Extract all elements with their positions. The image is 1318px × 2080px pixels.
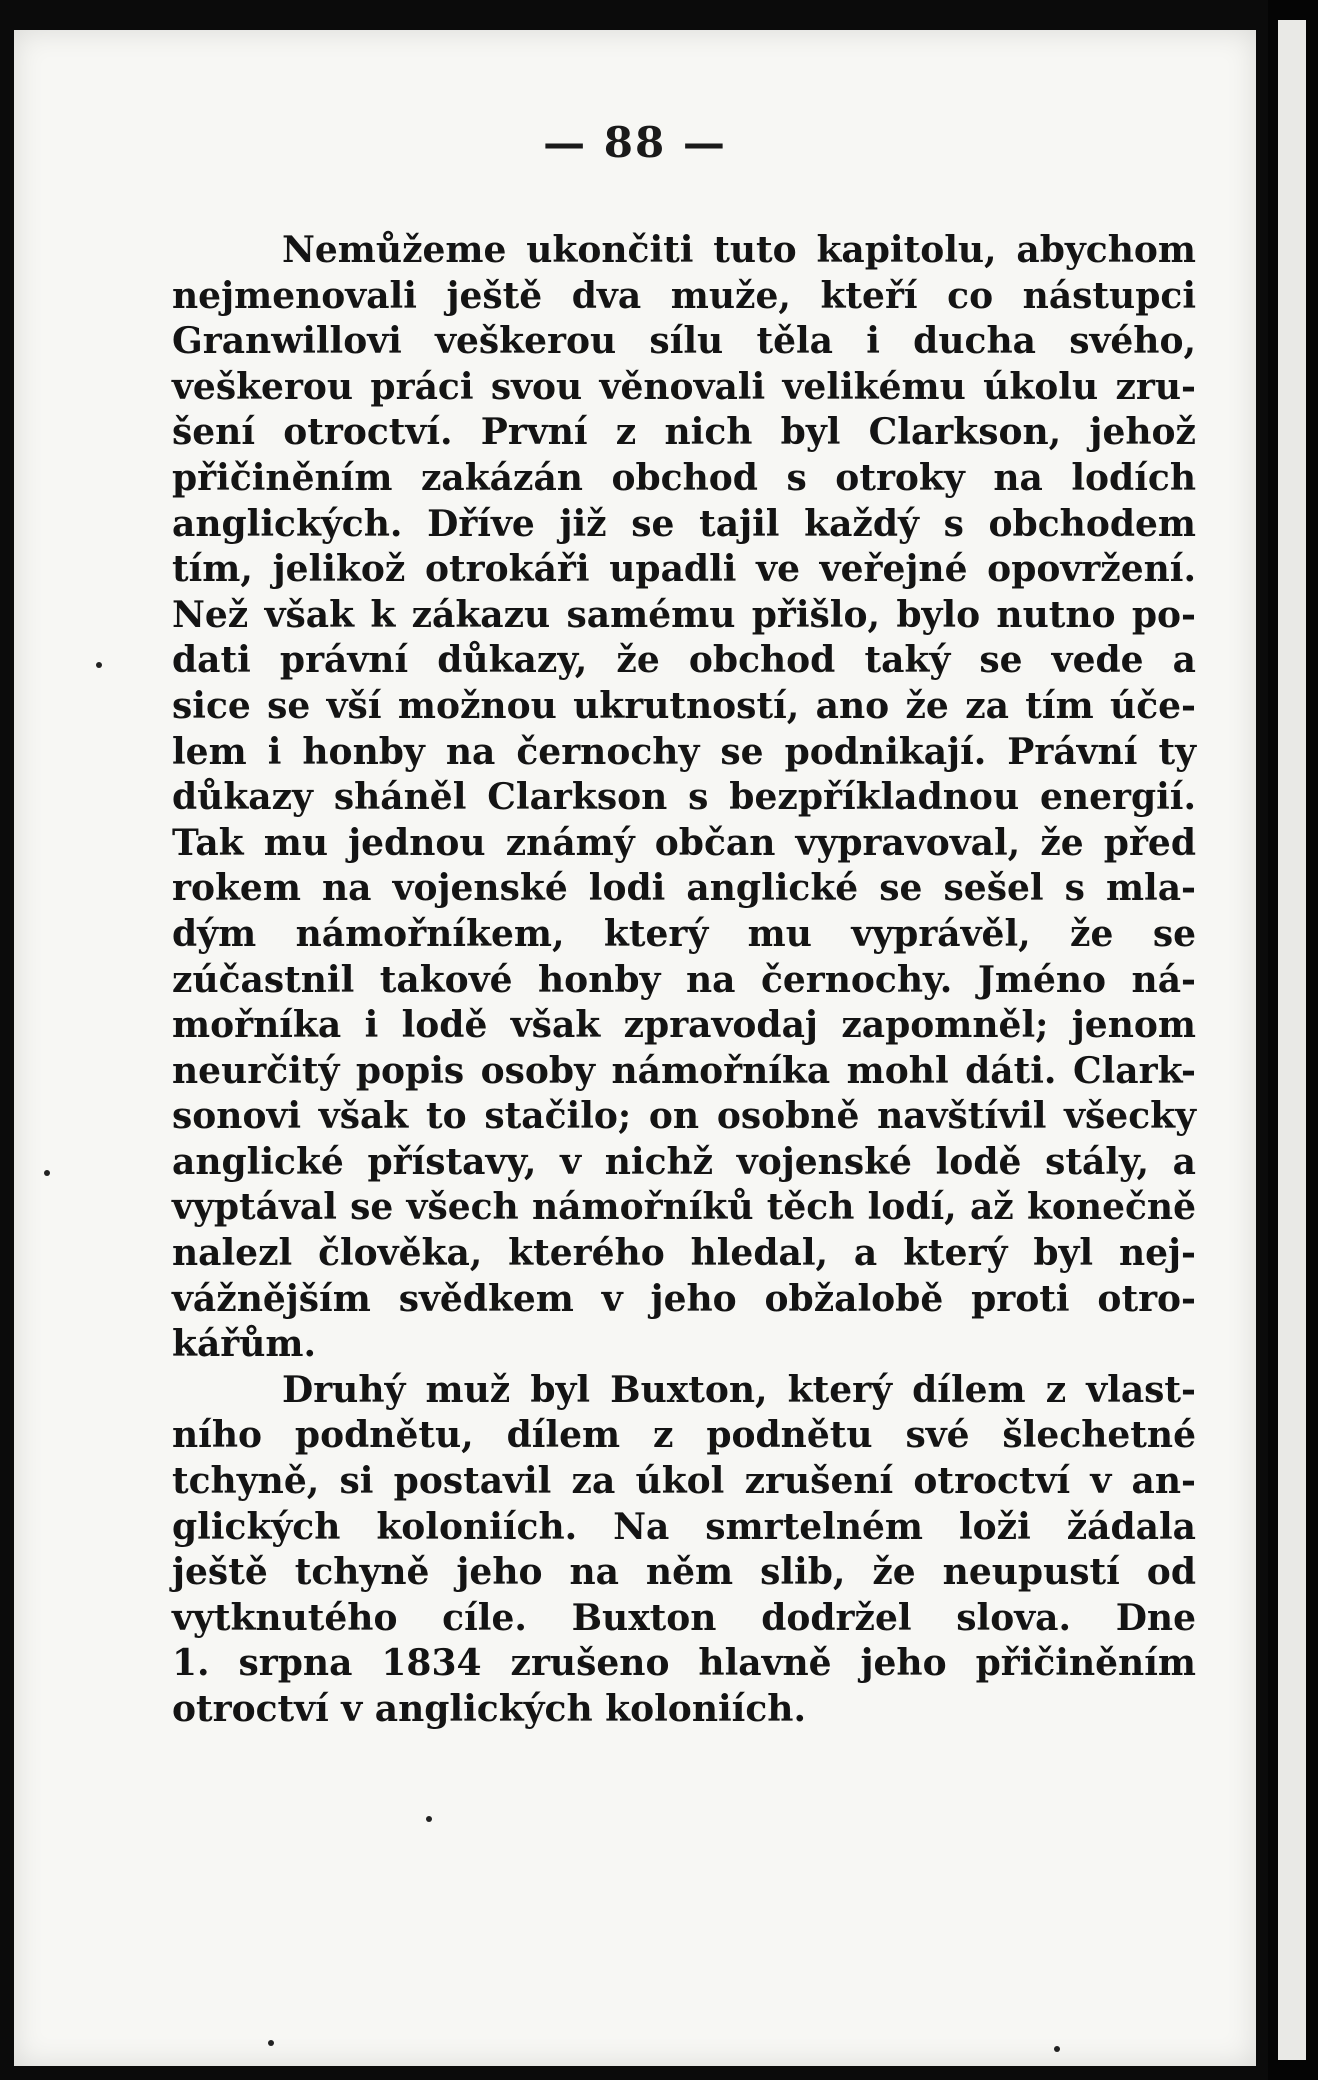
text-line: neurčitý popis osoby námořníka mohl dáti. Clark- xyxy=(172,1049,1196,1092)
text-line: ního podnětu, dílem z podnětu své šlechetné xyxy=(172,1414,1196,1457)
print-speck xyxy=(96,662,102,668)
page-number: — 88 — xyxy=(543,118,727,167)
text-line: glických koloniích. Na smrtelném loži žádala xyxy=(172,1505,1196,1548)
text-line: Tak mu jednou známý občan vypravoval, že před xyxy=(172,821,1196,864)
text-line: dati právní důkazy, že obchod taký se vede a xyxy=(172,639,1196,682)
print-speck xyxy=(44,1170,50,1176)
text-line: důkazy sháněl Clarkson s bezpříkladnou energií. xyxy=(172,776,1196,819)
text-line: veškerou práci svou věnovali velikému úkolu zru- xyxy=(172,365,1196,408)
text-line: tchyně, si postavil za úkol zrušení otroctví v an- xyxy=(172,1460,1196,1503)
text-line: nejmenovali ještě dva muže, kteří co nástupci xyxy=(172,274,1196,317)
adjacent-page-edge xyxy=(1268,0,1318,2080)
body-text xyxy=(172,228,1196,1733)
text-line: Nemůžeme ukončiti tuto kapitolu, abychom xyxy=(282,229,1196,271)
text-line: sice se vší možnou ukrutností, ano že za tím úče- xyxy=(172,684,1196,727)
print-speck xyxy=(426,1816,432,1822)
text-line: vyptával se všech námořníků těch lodí, až konečně xyxy=(172,1186,1196,1229)
text-line: 1. srpna 1834 zrušeno hlavně jeho přičiněním xyxy=(172,1642,1196,1685)
text-line: anglických. Dříve již se tajil každý s obchodem xyxy=(172,502,1196,545)
text-line: dým námořníkem, který mu vyprávěl, že se xyxy=(172,912,1196,955)
text-line: sonovi však to stačilo; on osobně navštívil všecky xyxy=(172,1095,1196,1138)
text-line: vytknutého cíle. Buxton dodržel slova. Dne xyxy=(172,1596,1196,1639)
text-line: zúčastnil takové honby na černochy. Jméno ná- xyxy=(172,958,1196,1001)
text-line: šení otroctví. První z nich byl Clarkson, jehož xyxy=(172,411,1196,454)
text-line: mořníka i lodě však zpravodaj zapomněl; jenom xyxy=(172,1004,1196,1047)
text-line: Druhý muž byl Buxton, který dílem z vlast- xyxy=(282,1368,1196,1411)
text-line: anglické přístavy, v nichž vojenské lodě stály, a xyxy=(172,1140,1196,1183)
text-line: tím, jelikož otrokáři upadli ve veřejné opovržení. xyxy=(172,548,1196,591)
text-line: kářům. xyxy=(172,1323,317,1366)
text-line: vážnějším svědkem v jeho obžalobě proti otro- xyxy=(172,1277,1196,1320)
text-line: otroctví v anglických koloniích. xyxy=(172,1688,806,1730)
text-line: nalezl člověka, kterého hledal, a který byl nej- xyxy=(172,1232,1196,1275)
text-line: rokem na vojenské lodi anglické se sešel s mla- xyxy=(172,867,1196,910)
print-speck xyxy=(268,2040,274,2046)
text-line: Než však k zákazu samému přišlo, bylo nutno po- xyxy=(172,593,1196,636)
text-line: lem i honby na černochy se podnikají. Právní ty xyxy=(172,730,1196,773)
print-speck xyxy=(1054,2046,1060,2052)
adjacent-page-sliver xyxy=(1278,20,1306,2060)
text-line: ještě tchyně jeho na něm slib, že neupustí od xyxy=(172,1551,1196,1594)
text-line: přičiněním zakázán obchod s otroky na lodích xyxy=(172,456,1196,499)
text-line: Granwillovi veškerou sílu těla i ducha svého, xyxy=(172,320,1196,363)
book-page xyxy=(14,30,1256,2066)
